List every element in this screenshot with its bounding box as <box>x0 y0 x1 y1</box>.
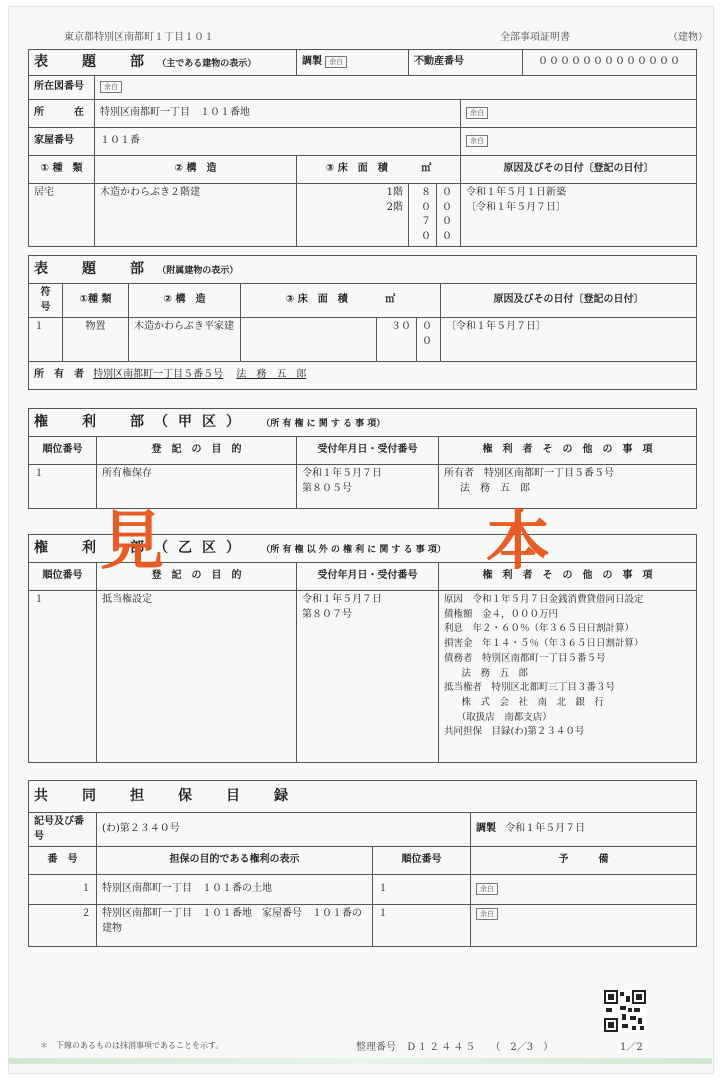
otsu-col-uketsuke: 受付年月日・受付番号 <box>297 563 439 591</box>
otsu-jun: １ <box>29 591 97 763</box>
otsu-line: 抵当権者 特別区北都町三丁目３番３号 <box>444 682 616 694</box>
kyodo-row-yobi <box>471 905 697 947</box>
floor2-label: 2階 <box>386 201 403 213</box>
chosei-cell <box>297 50 409 76</box>
annex-area-dec: ００ <box>417 318 441 362</box>
kigo-value: (わ)第２３４０号 <box>97 813 471 847</box>
area2-int: ７０ <box>421 216 431 242</box>
fudosan-label: 不動産番号 <box>409 50 523 76</box>
shozai-value: 特別区南都町一丁目 １０１番地 <box>95 100 461 128</box>
chosei-label: 調製 <box>302 56 322 68</box>
annex-area-int: ３０ <box>377 318 417 362</box>
annex-col-kozo: ② 構 造 <box>129 284 241 318</box>
owner-name: 法 務 五 郎 <box>236 369 307 381</box>
seiri-value: D１２４４５ <box>407 1042 478 1053</box>
annex-col-genin: 原因及びその日付〔登記の日付〕 <box>441 284 697 318</box>
kyodo-col-bango: 番 号 <box>29 847 97 875</box>
footer-seiri <box>356 1038 553 1053</box>
kyodo-row-yobi <box>471 875 697 905</box>
annex-shurui: 物置 <box>63 318 129 362</box>
floor-labels <box>297 184 409 247</box>
annex-col-yuka-unit: ㎡ <box>385 294 396 306</box>
mihon-watermark-hon: 本 <box>486 505 550 579</box>
ko-kenrisha <box>439 465 697 509</box>
kyodo-chosei <box>471 813 697 847</box>
yohaku-stamp: 余白 <box>476 908 498 920</box>
hyodai-main-title: 表 題 部 <box>34 54 154 71</box>
otsu-mokuteki: 抵当権設定 <box>97 591 297 763</box>
otsu-line: 株 式 会 社 南 北 銀 行 <box>452 697 605 709</box>
footer-note: ＊ 下線のあるものは抹消事項であることを示す。 <box>40 1041 224 1050</box>
ko-mokuteki: 所有権保存 <box>97 465 297 509</box>
kozo-value: 木造かわらぶき２階建 <box>95 184 297 247</box>
otsu-line: 損害金 年１４・５％（年３６５日日割計算） <box>444 638 644 650</box>
kyodo-chosei-label: 調製 <box>476 823 496 835</box>
annex-fugo: １ <box>29 318 63 362</box>
ko-kenrisha-line-2: 法 務 五 郎 <box>460 482 530 494</box>
hyodai-annex-title-cell <box>29 256 697 284</box>
kyodo-table <box>28 780 697 947</box>
kigo-label: 記号及び番号 <box>29 813 97 847</box>
yohaku-stamp: 余白 <box>100 81 122 93</box>
kenri-ko-title-cell <box>29 409 697 437</box>
annex-col-yuka-label: ③ 床 面 積 <box>285 294 348 306</box>
yohaku-stamp: 余白 <box>466 107 488 119</box>
shozaizu-label: 所在図番号 <box>29 76 95 100</box>
header-doc-type: 全部事項証明書 <box>500 32 570 43</box>
mihon-watermark-mi: 見 <box>100 505 164 579</box>
owner-label: 所 有 者 <box>34 369 84 381</box>
otsu-uketsuke-no: 第８０７号 <box>302 608 352 620</box>
shozai-label: 所 在 <box>29 100 95 128</box>
col-yuka-label: ③ 床 面 積 <box>325 163 388 175</box>
otsu-line: 債権額 金４，０００万円 <box>444 608 559 620</box>
area-dec <box>437 184 461 247</box>
area1-dec: ００ <box>442 187 452 213</box>
shozai-date <box>461 100 697 128</box>
qr-code-icon <box>604 990 646 1032</box>
col-kozo: ② 構 造 <box>95 156 297 184</box>
annex-col-fugo: 符 号 <box>29 284 63 318</box>
annex-col-yuka <box>241 284 441 318</box>
kyodo-col-hyoji: 担保の目的である権利の表示 <box>97 847 373 875</box>
floor1-label: 1階 <box>386 187 403 198</box>
otsu-line: 利息 年２・６０％（年３６５日日割計算） <box>444 623 635 635</box>
hyodai-main-title-cell <box>29 50 297 76</box>
header-kind: （建物） <box>668 32 708 43</box>
otsu-uketsuke <box>297 591 439 763</box>
annex-col-shurui: ①種 類 <box>63 284 129 318</box>
kaoku-value: １０１番 <box>95 128 461 156</box>
kyodo-chosei-value: 令和１年５月７日 <box>505 823 586 835</box>
otsu-line: （取扱店 南都支店） <box>452 711 552 723</box>
col-shurui: ① 種 類 <box>29 156 95 184</box>
paper-bottom-strip <box>8 1058 712 1064</box>
ko-uketsuke-no: 第８０５号 <box>302 482 352 494</box>
otsu-col-jun: 順位番号 <box>29 563 97 591</box>
ko-jun: １ <box>29 465 97 509</box>
page-number: 1／2 <box>620 1042 643 1053</box>
otsu-line: 原因 令和１年５月７日金銭消費貸借同日設定 <box>444 594 644 605</box>
annex-area-blank <box>241 318 377 362</box>
genin-line-1: 令和１年５月１日新築 <box>466 187 566 198</box>
otsu-col-mokuteki: 登 記 の 目 的 <box>97 563 297 591</box>
kyodo-row-no: １ <box>29 875 97 905</box>
kyodo-row-jun: １ <box>373 905 471 947</box>
hyodai-main-table <box>28 49 697 247</box>
otsu-kenrisha <box>439 591 697 763</box>
area-int <box>409 184 437 247</box>
owner-address: 特別区南都町一丁目５番５号 <box>93 369 224 381</box>
kyodo-row-no: ２ <box>29 905 97 947</box>
ko-uketsuke <box>297 465 439 509</box>
annex-genin: 〔令和１年５月７日〕 <box>441 318 697 362</box>
hyodai-annex-subtitle: （附属建物の表示） <box>157 266 239 277</box>
hyodai-annex-title: 表 題 部 <box>34 261 154 278</box>
otsu-uketsuke-date: 令和１年５月７日 <box>302 594 382 605</box>
kyodo-title: 共 同 担 保 目 録 <box>34 788 298 805</box>
kyodo-row-hyoji: 特別区南都町一丁目 １０１番の土地 <box>97 875 373 905</box>
header-address: 東京都特別区南都町１丁目１０１ <box>64 32 214 43</box>
ko-col-kenrisha: 権 利 者 そ の 他 の 事 項 <box>439 437 697 465</box>
hyodai-main-subtitle: （主である建物の表示） <box>157 59 257 70</box>
fudosan-number: ０００００００００００００ <box>523 50 697 76</box>
otsu-line: 共同担保 目録(わ)第２３４０号 <box>444 726 585 738</box>
genin-value <box>461 184 697 247</box>
shozaizu-value <box>95 76 697 100</box>
area1-int: ８０ <box>421 187 431 213</box>
kyodo-row-hyoji: 特別区南都町一丁目 １０１番地 家屋番号 １０１番の建物 <box>97 905 373 947</box>
yohaku-stamp: 余白 <box>325 56 347 68</box>
otsu-col-kenrisha: 権 利 者 そ の 他 の 事 項 <box>439 563 697 591</box>
otsu-line: 債務者 特別区南都町一丁目５番５号 <box>444 652 606 664</box>
yohaku-stamp: 余白 <box>476 883 498 895</box>
kaoku-label: 家屋番号 <box>29 128 95 156</box>
ko-kenrisha-line-1: 所有者 特別区南都町一丁目５番５号 <box>444 468 614 479</box>
area2-dec: ００ <box>442 216 452 242</box>
kenri-ko-title: 権 利 部（甲区） <box>34 414 250 431</box>
ko-uketsuke-date: 令和１年５月７日 <box>302 468 382 479</box>
ko-col-jun: 順位番号 <box>29 437 97 465</box>
kenri-otsu-title: 権 利 部（乙区） <box>34 540 250 557</box>
hyodai-annex-table <box>28 255 697 390</box>
kyodo-title-cell <box>29 781 697 813</box>
kaoku-date <box>461 128 697 156</box>
page-paren: （ 2／3 ） <box>490 1042 554 1053</box>
kyodo-row-jun: １ <box>373 875 471 905</box>
col-yuka-unit: ㎡ <box>421 163 432 175</box>
yohaku-stamp: 余白 <box>466 135 488 147</box>
kenri-otsu-subtitle: （所 有 権 以 外 の 権 利 に 関 す る 事 項） <box>261 545 446 556</box>
kyodo-col-jun: 順位番号 <box>373 847 471 875</box>
shurui-value: 居宅 <box>29 184 95 247</box>
seiri-label: 整理番号 <box>356 1042 396 1053</box>
col-yuka <box>297 156 461 184</box>
ko-col-mokuteki: 登 記 の 目 的 <box>97 437 297 465</box>
annex-kozo: 木造かわらぶき平家建 <box>129 318 241 362</box>
col-genin: 原因及びその日付〔登記の日付〕 <box>461 156 697 184</box>
owner-row <box>29 362 697 390</box>
kyodo-col-yobi: 予 備 <box>471 847 697 875</box>
kenri-ko-subtitle: （所 有 権 に 関 す る 事 項） <box>261 419 386 430</box>
genin-line-2: 〔令和１年５月７日〕 <box>466 201 566 213</box>
otsu-line: 法 務 五 郎 <box>452 667 529 679</box>
ko-col-uketsuke: 受付年月日・受付番号 <box>297 437 439 465</box>
